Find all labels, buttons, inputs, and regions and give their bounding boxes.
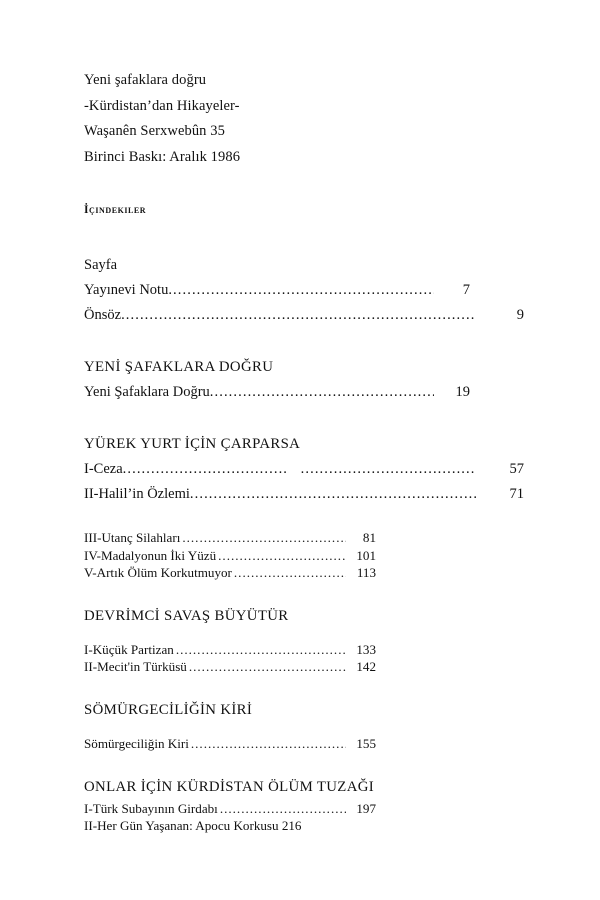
- section-spacer: [84, 629, 524, 641]
- section-heading: SÖMÜRGECİLİĞİN KİRİ: [84, 701, 253, 718]
- toc-entry-title: I-Küçük Partizan: [84, 641, 174, 657]
- toc-entry-page: 7: [462, 282, 470, 298]
- dot-leader: [190, 482, 476, 507]
- front-matter-block: [84, 68, 524, 170]
- section-heading: YÜREK YURT İÇİN ÇARPARSA: [84, 436, 301, 452]
- section-heading: YENİ ŞAFAKLARA DOĞRU: [84, 359, 274, 375]
- dot-leader: [220, 800, 346, 818]
- toc-entry[interactable]: [84, 800, 376, 818]
- toc-entry-title: Sömürgeciliğin Kiri: [84, 735, 189, 751]
- dot-leader: [210, 380, 434, 405]
- table-of-contents: [84, 253, 524, 835]
- toc-entry[interactable]: [84, 641, 376, 659]
- toc-compact-block: [84, 641, 524, 676]
- dot-leader: [191, 735, 346, 753]
- front-matter-line-edition: Birinci Baskı: Aralık 1986: [84, 148, 241, 165]
- section-spacer: [84, 328, 524, 355]
- page-column-label: Sayfa: [84, 257, 118, 273]
- toc-entry-title: Yeni Şafaklara Doğru: [84, 384, 210, 400]
- toc-entry[interactable]: [84, 303, 524, 328]
- toc-entry[interactable]: [84, 278, 524, 303]
- dot-leader: [182, 529, 346, 547]
- toc-compact-block: [84, 735, 524, 753]
- dot-leader: [301, 457, 476, 482]
- toc-entry-page: 133: [356, 641, 376, 657]
- toc-entry[interactable]: [84, 380, 524, 405]
- contents-heading: İçindekiler: [84, 203, 147, 216]
- toc-entry-title: I-Türk Subayının Girdabı: [84, 800, 218, 816]
- toc-compact-block: [84, 529, 524, 582]
- toc-entry[interactable]: [84, 735, 376, 753]
- section-spacer: [84, 582, 524, 604]
- toc-entry-page: 155: [356, 735, 376, 751]
- toc-entry-title: V-Artık Ölüm Korkutmuyor: [84, 565, 232, 581]
- toc-entry-page: 71: [509, 486, 524, 502]
- section-spacer: [84, 676, 524, 698]
- dot-leader: [123, 457, 289, 482]
- toc-entry-page: 142: [356, 659, 376, 675]
- section-spacer: [84, 507, 524, 529]
- section-spacer: [84, 723, 524, 735]
- toc-entry-page: 113: [356, 565, 376, 581]
- toc-entry[interactable]: [84, 564, 376, 582]
- toc-entry-page: 197: [356, 800, 376, 816]
- front-matter-line-subtitle: -Kürdistan’dan Hikayeler-: [84, 97, 240, 114]
- toc-entry-page: 101: [356, 547, 376, 563]
- dot-leader: [168, 278, 434, 303]
- toc-entry[interactable]: II-Her Gün Yaşanan: Apocu Korkusu 216: [84, 818, 302, 834]
- dot-leader: [176, 641, 346, 659]
- front-matter-line-title: Yeni şafaklara doğru: [84, 72, 207, 88]
- toc-entry-page: 81: [362, 530, 376, 545]
- toc-entry[interactable]: [84, 547, 376, 565]
- section-heading: DEVRİMCİ SAVAŞ BÜYÜTÜR: [84, 607, 289, 624]
- dot-leader: [234, 564, 346, 582]
- dot-leader: [218, 547, 346, 565]
- dot-leader: [121, 303, 476, 328]
- toc-entry-page: 9: [516, 307, 524, 323]
- toc-entry[interactable]: [84, 658, 376, 676]
- section-heading: ONLAR İÇİN KÜRDİSTAN ÖLÜM TUZAĞI: [84, 778, 375, 795]
- toc-entry-title: Önsöz: [84, 307, 122, 323]
- toc-entry-title: I-Ceza: [84, 461, 123, 477]
- toc-entry-title: Yayınevi Notu: [84, 282, 169, 298]
- toc-entry[interactable]: [84, 482, 524, 507]
- toc-entry[interactable]: [84, 529, 376, 547]
- toc-compact-block: [84, 800, 524, 835]
- dot-leader: [189, 658, 346, 676]
- toc-entry-title: II-Halil’in Özlemi: [84, 486, 190, 502]
- toc-entry-title: III-Utanç Silahları: [84, 530, 181, 545]
- toc-entry[interactable]: [84, 457, 524, 482]
- toc-entry-title: II-Mecit'in Türküsü: [84, 659, 187, 675]
- toc-entry-page: 19: [455, 384, 470, 400]
- front-matter-line-series: Waşanên Serxwebûn 35: [84, 123, 225, 140]
- toc-entry-page: 57: [509, 461, 524, 477]
- section-spacer: [84, 753, 524, 775]
- toc-entry-title: IV-Madalyonun İki Yüzü: [84, 547, 217, 563]
- section-spacer: [84, 405, 524, 432]
